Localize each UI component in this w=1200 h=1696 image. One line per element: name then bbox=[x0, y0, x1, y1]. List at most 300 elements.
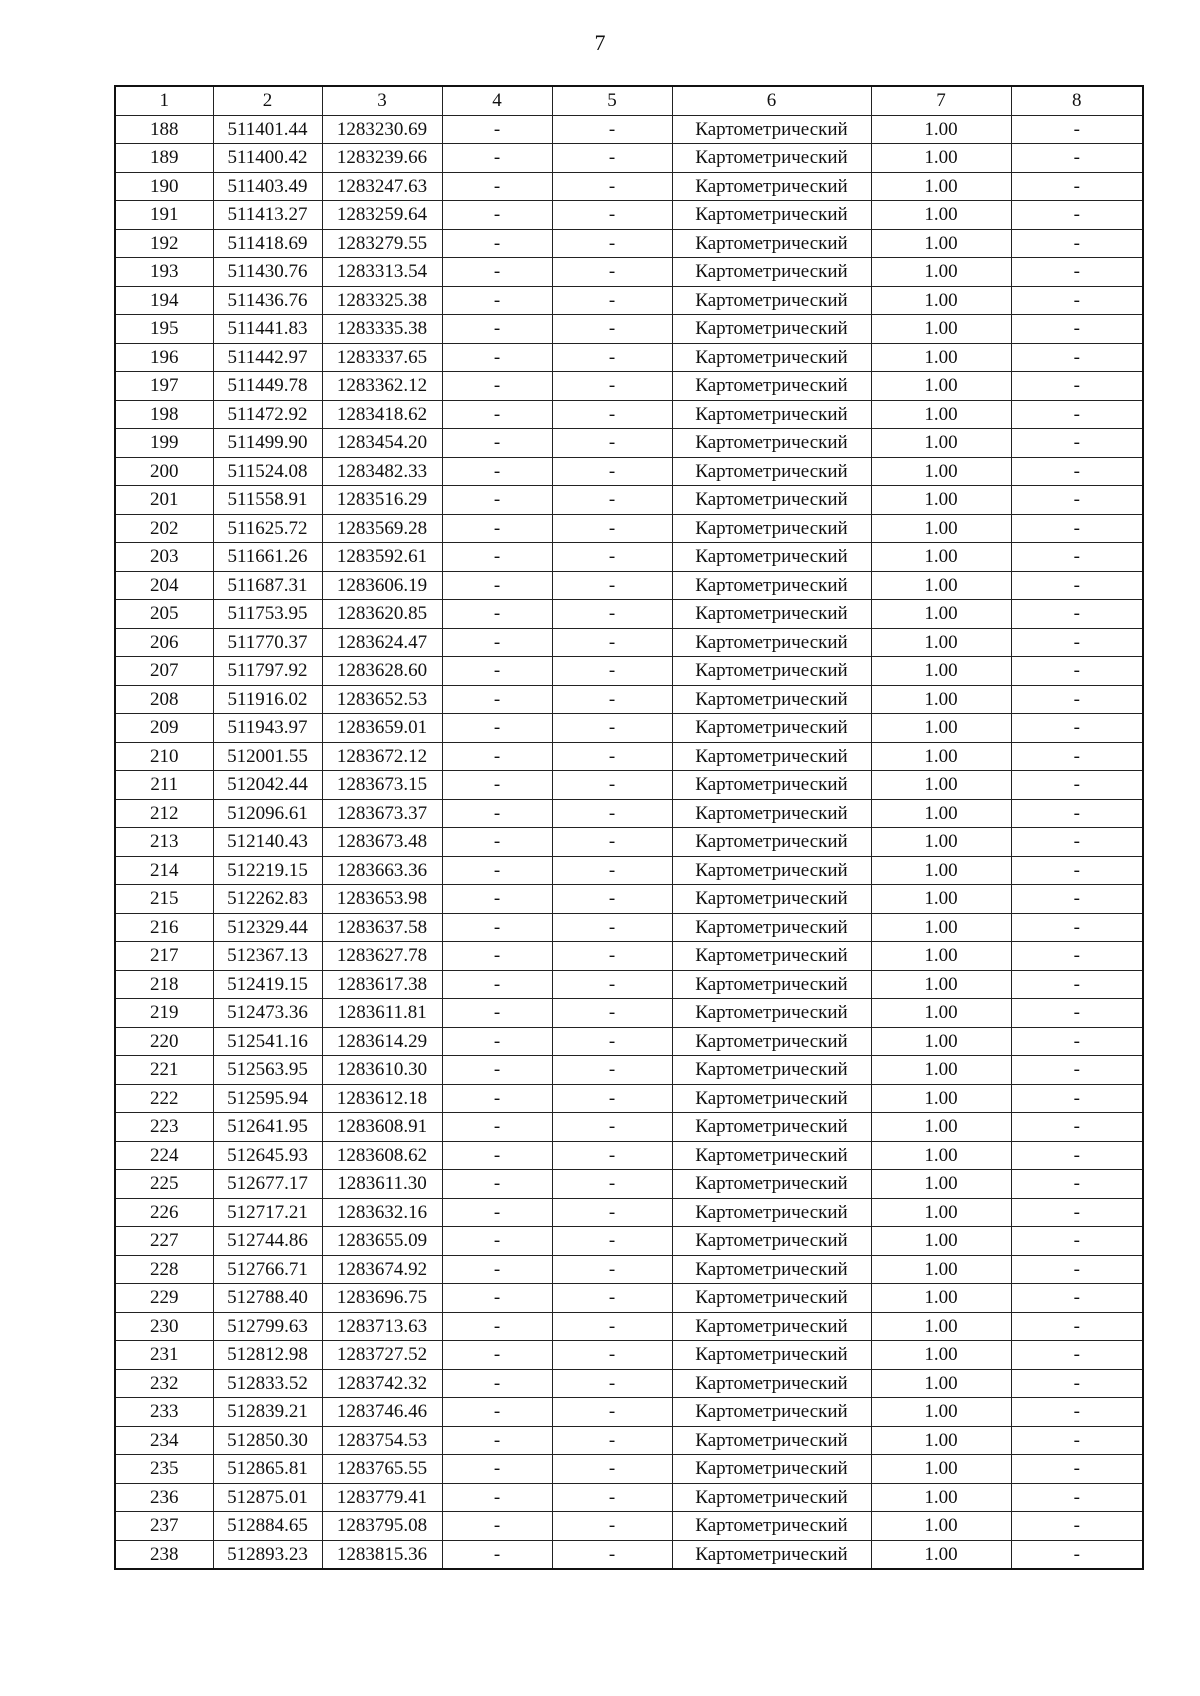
y-coordinate-cell: 1283779.41 bbox=[322, 1483, 442, 1512]
y-coordinate-cell: 1283673.48 bbox=[322, 828, 442, 857]
table-row bbox=[115, 600, 1143, 629]
col5-cell: - bbox=[552, 1312, 672, 1341]
col5-cell: - bbox=[552, 372, 672, 401]
point-number-cell: 231 bbox=[115, 1341, 213, 1370]
col5-cell: - bbox=[552, 1483, 672, 1512]
point-number-cell: 211 bbox=[115, 771, 213, 800]
y-coordinate-cell: 1283795.08 bbox=[322, 1512, 442, 1541]
point-number-cell: 197 bbox=[115, 372, 213, 401]
col4-cell: - bbox=[442, 144, 552, 173]
accuracy-cell: 1.00 bbox=[871, 1512, 1011, 1541]
x-coordinate-cell: 512329.44 bbox=[213, 913, 322, 942]
col4-cell: - bbox=[442, 600, 552, 629]
table-row bbox=[115, 1113, 1143, 1142]
col4-cell: - bbox=[442, 742, 552, 771]
col4-cell: - bbox=[442, 828, 552, 857]
col8-cell: - bbox=[1011, 343, 1143, 372]
col8-cell: - bbox=[1011, 1455, 1143, 1484]
x-coordinate-cell: 512865.81 bbox=[213, 1455, 322, 1484]
col4-cell: - bbox=[442, 343, 552, 372]
table-row bbox=[115, 343, 1143, 372]
table-row bbox=[115, 1170, 1143, 1199]
y-coordinate-cell: 1283608.62 bbox=[322, 1141, 442, 1170]
col4-cell: - bbox=[442, 201, 552, 230]
point-number-cell: 202 bbox=[115, 514, 213, 543]
col4-cell: - bbox=[442, 1426, 552, 1455]
col4-cell: - bbox=[442, 429, 552, 458]
method-cell: Картометрический bbox=[672, 799, 871, 828]
col5-cell: - bbox=[552, 1455, 672, 1484]
col5-cell: - bbox=[552, 1341, 672, 1370]
col5-cell: - bbox=[552, 1426, 672, 1455]
col5-cell: - bbox=[552, 315, 672, 344]
table-row bbox=[115, 1426, 1143, 1455]
method-cell: Картометрический bbox=[672, 571, 871, 600]
accuracy-cell: 1.00 bbox=[871, 486, 1011, 515]
col4-cell: - bbox=[442, 229, 552, 258]
col4-cell: - bbox=[442, 286, 552, 315]
y-coordinate-cell: 1283230.69 bbox=[322, 115, 442, 144]
x-coordinate-cell: 511916.02 bbox=[213, 685, 322, 714]
point-number-cell: 199 bbox=[115, 429, 213, 458]
col8-cell: - bbox=[1011, 1227, 1143, 1256]
method-cell: Картометрический bbox=[672, 1113, 871, 1142]
y-coordinate-cell: 1283765.55 bbox=[322, 1455, 442, 1484]
col4-cell: - bbox=[442, 799, 552, 828]
x-coordinate-cell: 511436.76 bbox=[213, 286, 322, 315]
x-coordinate-cell: 512645.93 bbox=[213, 1141, 322, 1170]
method-cell: Картометрический bbox=[672, 970, 871, 999]
col4-cell: - bbox=[442, 486, 552, 515]
x-coordinate-cell: 511442.97 bbox=[213, 343, 322, 372]
col4-cell: - bbox=[442, 1170, 552, 1199]
x-coordinate-cell: 512893.23 bbox=[213, 1540, 322, 1569]
x-coordinate-cell: 512140.43 bbox=[213, 828, 322, 857]
table-row bbox=[115, 286, 1143, 315]
method-cell: Картометрический bbox=[672, 1198, 871, 1227]
col8-cell: - bbox=[1011, 1084, 1143, 1113]
method-cell: Картометрический bbox=[672, 1027, 871, 1056]
method-cell: Картометрический bbox=[672, 1170, 871, 1199]
table-row bbox=[115, 172, 1143, 201]
col4-cell: - bbox=[442, 115, 552, 144]
col5-cell: - bbox=[552, 429, 672, 458]
table-row bbox=[115, 543, 1143, 572]
accuracy-cell: 1.00 bbox=[871, 1540, 1011, 1569]
y-coordinate-cell: 1283610.30 bbox=[322, 1056, 442, 1085]
table-row bbox=[115, 429, 1143, 458]
accuracy-cell: 1.00 bbox=[871, 514, 1011, 543]
table-row bbox=[115, 685, 1143, 714]
x-coordinate-cell: 512262.83 bbox=[213, 885, 322, 914]
col5-cell: - bbox=[552, 286, 672, 315]
col5-cell: - bbox=[552, 229, 672, 258]
y-coordinate-cell: 1283239.66 bbox=[322, 144, 442, 173]
col5-cell: - bbox=[552, 1227, 672, 1256]
accuracy-cell: 1.00 bbox=[871, 1312, 1011, 1341]
accuracy-cell: 1.00 bbox=[871, 742, 1011, 771]
col4-cell: - bbox=[442, 714, 552, 743]
col8-cell: - bbox=[1011, 1255, 1143, 1284]
method-cell: Картометрический bbox=[672, 543, 871, 572]
method-cell: Картометрический bbox=[672, 685, 871, 714]
col8-cell: - bbox=[1011, 1170, 1143, 1199]
y-coordinate-cell: 1283612.18 bbox=[322, 1084, 442, 1113]
point-number-cell: 235 bbox=[115, 1455, 213, 1484]
col8-cell: - bbox=[1011, 543, 1143, 572]
point-number-cell: 215 bbox=[115, 885, 213, 914]
x-coordinate-cell: 511687.31 bbox=[213, 571, 322, 600]
y-coordinate-cell: 1283696.75 bbox=[322, 1284, 442, 1313]
x-coordinate-cell: 512812.98 bbox=[213, 1341, 322, 1370]
column-header: 1 bbox=[115, 86, 213, 115]
accuracy-cell: 1.00 bbox=[871, 942, 1011, 971]
accuracy-cell: 1.00 bbox=[871, 685, 1011, 714]
accuracy-cell: 1.00 bbox=[871, 286, 1011, 315]
col8-cell: - bbox=[1011, 799, 1143, 828]
table-row bbox=[115, 942, 1143, 971]
accuracy-cell: 1.00 bbox=[871, 1170, 1011, 1199]
table-row bbox=[115, 1141, 1143, 1170]
col8-cell: - bbox=[1011, 457, 1143, 486]
col8-cell: - bbox=[1011, 1540, 1143, 1569]
table-header-row bbox=[115, 86, 1143, 115]
x-coordinate-cell: 511625.72 bbox=[213, 514, 322, 543]
col5-cell: - bbox=[552, 1084, 672, 1113]
accuracy-cell: 1.00 bbox=[871, 1255, 1011, 1284]
col8-cell: - bbox=[1011, 1141, 1143, 1170]
method-cell: Картометрический bbox=[672, 657, 871, 686]
col5-cell: - bbox=[552, 885, 672, 914]
col5-cell: - bbox=[552, 1170, 672, 1199]
method-cell: Картометрический bbox=[672, 258, 871, 287]
col4-cell: - bbox=[442, 885, 552, 914]
x-coordinate-cell: 512850.30 bbox=[213, 1426, 322, 1455]
col5-cell: - bbox=[552, 913, 672, 942]
col8-cell: - bbox=[1011, 144, 1143, 173]
point-number-cell: 209 bbox=[115, 714, 213, 743]
point-number-cell: 232 bbox=[115, 1369, 213, 1398]
x-coordinate-cell: 511524.08 bbox=[213, 457, 322, 486]
point-number-cell: 195 bbox=[115, 315, 213, 344]
point-number-cell: 201 bbox=[115, 486, 213, 515]
point-number-cell: 219 bbox=[115, 999, 213, 1028]
col4-cell: - bbox=[442, 457, 552, 486]
col4-cell: - bbox=[442, 172, 552, 201]
accuracy-cell: 1.00 bbox=[871, 201, 1011, 230]
x-coordinate-cell: 511797.92 bbox=[213, 657, 322, 686]
table-row bbox=[115, 885, 1143, 914]
method-cell: Картометрический bbox=[672, 115, 871, 144]
y-coordinate-cell: 1283592.61 bbox=[322, 543, 442, 572]
col5-cell: - bbox=[552, 1398, 672, 1427]
accuracy-cell: 1.00 bbox=[871, 1398, 1011, 1427]
table-row bbox=[115, 771, 1143, 800]
x-coordinate-cell: 512042.44 bbox=[213, 771, 322, 800]
table-row bbox=[115, 1027, 1143, 1056]
method-cell: Картометрический bbox=[672, 1312, 871, 1341]
x-coordinate-cell: 512563.95 bbox=[213, 1056, 322, 1085]
y-coordinate-cell: 1283606.19 bbox=[322, 571, 442, 600]
col5-cell: - bbox=[552, 600, 672, 629]
x-coordinate-cell: 512766.71 bbox=[213, 1255, 322, 1284]
col4-cell: - bbox=[442, 1284, 552, 1313]
table-row bbox=[115, 1341, 1143, 1370]
method-cell: Картометрический bbox=[672, 286, 871, 315]
accuracy-cell: 1.00 bbox=[871, 315, 1011, 344]
point-number-cell: 207 bbox=[115, 657, 213, 686]
y-coordinate-cell: 1283673.15 bbox=[322, 771, 442, 800]
accuracy-cell: 1.00 bbox=[871, 913, 1011, 942]
x-coordinate-cell: 512001.55 bbox=[213, 742, 322, 771]
method-cell: Картометрический bbox=[672, 1512, 871, 1541]
col4-cell: - bbox=[442, 999, 552, 1028]
col4-cell: - bbox=[442, 657, 552, 686]
y-coordinate-cell: 1283628.60 bbox=[322, 657, 442, 686]
accuracy-cell: 1.00 bbox=[871, 600, 1011, 629]
accuracy-cell: 1.00 bbox=[871, 771, 1011, 800]
y-coordinate-cell: 1283614.29 bbox=[322, 1027, 442, 1056]
accuracy-cell: 1.00 bbox=[871, 429, 1011, 458]
accuracy-cell: 1.00 bbox=[871, 457, 1011, 486]
method-cell: Картометрический bbox=[672, 1540, 871, 1569]
col4-cell: - bbox=[442, 258, 552, 287]
col8-cell: - bbox=[1011, 429, 1143, 458]
col5-cell: - bbox=[552, 201, 672, 230]
x-coordinate-cell: 512096.61 bbox=[213, 799, 322, 828]
table-row bbox=[115, 1512, 1143, 1541]
y-coordinate-cell: 1283617.38 bbox=[322, 970, 442, 999]
col4-cell: - bbox=[442, 1540, 552, 1569]
col8-cell: - bbox=[1011, 229, 1143, 258]
accuracy-cell: 1.00 bbox=[871, 1284, 1011, 1313]
col5-cell: - bbox=[552, 400, 672, 429]
table-row bbox=[115, 201, 1143, 230]
method-cell: Картометрический bbox=[672, 457, 871, 486]
table-row bbox=[115, 1284, 1143, 1313]
table-row bbox=[115, 999, 1143, 1028]
y-coordinate-cell: 1283713.63 bbox=[322, 1312, 442, 1341]
point-number-cell: 230 bbox=[115, 1312, 213, 1341]
accuracy-cell: 1.00 bbox=[871, 1426, 1011, 1455]
col8-cell: - bbox=[1011, 1341, 1143, 1370]
x-coordinate-cell: 512541.16 bbox=[213, 1027, 322, 1056]
x-coordinate-cell: 511449.78 bbox=[213, 372, 322, 401]
accuracy-cell: 1.00 bbox=[871, 343, 1011, 372]
page-number: 7 bbox=[594, 30, 606, 55]
point-number-cell: 190 bbox=[115, 172, 213, 201]
col8-cell: - bbox=[1011, 913, 1143, 942]
col4-cell: - bbox=[442, 1455, 552, 1484]
point-number-cell: 210 bbox=[115, 742, 213, 771]
y-coordinate-cell: 1283754.53 bbox=[322, 1426, 442, 1455]
table-row bbox=[115, 457, 1143, 486]
point-number-cell: 198 bbox=[115, 400, 213, 429]
col4-cell: - bbox=[442, 1341, 552, 1370]
column-header: 4 bbox=[442, 86, 552, 115]
method-cell: Картометрический bbox=[672, 486, 871, 515]
table-row bbox=[115, 229, 1143, 258]
method-cell: Картометрический bbox=[672, 1227, 871, 1256]
y-coordinate-cell: 1283674.92 bbox=[322, 1255, 442, 1284]
col8-cell: - bbox=[1011, 372, 1143, 401]
col5-cell: - bbox=[552, 628, 672, 657]
accuracy-cell: 1.00 bbox=[871, 799, 1011, 828]
method-cell: Картометрический bbox=[672, 400, 871, 429]
col8-cell: - bbox=[1011, 1512, 1143, 1541]
accuracy-cell: 1.00 bbox=[871, 1455, 1011, 1484]
col4-cell: - bbox=[442, 771, 552, 800]
col4-cell: - bbox=[442, 1056, 552, 1085]
col8-cell: - bbox=[1011, 201, 1143, 230]
point-number-cell: 217 bbox=[115, 942, 213, 971]
point-number-cell: 229 bbox=[115, 1284, 213, 1313]
column-header: 5 bbox=[552, 86, 672, 115]
x-coordinate-cell: 511441.83 bbox=[213, 315, 322, 344]
point-number-cell: 213 bbox=[115, 828, 213, 857]
accuracy-cell: 1.00 bbox=[871, 115, 1011, 144]
x-coordinate-cell: 512833.52 bbox=[213, 1369, 322, 1398]
column-header: 2 bbox=[213, 86, 322, 115]
col5-cell: - bbox=[552, 343, 672, 372]
accuracy-cell: 1.00 bbox=[871, 1056, 1011, 1085]
accuracy-cell: 1.00 bbox=[871, 1027, 1011, 1056]
method-cell: Картометрический bbox=[672, 343, 871, 372]
accuracy-cell: 1.00 bbox=[871, 372, 1011, 401]
x-coordinate-cell: 511558.91 bbox=[213, 486, 322, 515]
method-cell: Картометрический bbox=[672, 1426, 871, 1455]
col8-cell: - bbox=[1011, 1284, 1143, 1313]
col5-cell: - bbox=[552, 144, 672, 173]
table-row bbox=[115, 628, 1143, 657]
accuracy-cell: 1.00 bbox=[871, 856, 1011, 885]
col8-cell: - bbox=[1011, 1312, 1143, 1341]
col8-cell: - bbox=[1011, 742, 1143, 771]
col5-cell: - bbox=[552, 1056, 672, 1085]
y-coordinate-cell: 1283608.91 bbox=[322, 1113, 442, 1142]
y-coordinate-cell: 1283632.16 bbox=[322, 1198, 442, 1227]
col5-cell: - bbox=[552, 999, 672, 1028]
accuracy-cell: 1.00 bbox=[871, 657, 1011, 686]
y-coordinate-cell: 1283325.38 bbox=[322, 286, 442, 315]
method-cell: Картометрический bbox=[672, 201, 871, 230]
point-number-cell: 238 bbox=[115, 1540, 213, 1569]
point-number-cell: 192 bbox=[115, 229, 213, 258]
col8-cell: - bbox=[1011, 486, 1143, 515]
table-row bbox=[115, 514, 1143, 543]
col8-cell: - bbox=[1011, 628, 1143, 657]
table-row bbox=[115, 1084, 1143, 1113]
method-cell: Картометрический bbox=[672, 885, 871, 914]
x-coordinate-cell: 512884.65 bbox=[213, 1512, 322, 1541]
coordinates-table bbox=[114, 85, 1144, 1570]
col4-cell: - bbox=[442, 372, 552, 401]
col4-cell: - bbox=[442, 1398, 552, 1427]
method-cell: Картометрический bbox=[672, 742, 871, 771]
x-coordinate-cell: 512219.15 bbox=[213, 856, 322, 885]
x-coordinate-cell: 512367.13 bbox=[213, 942, 322, 971]
accuracy-cell: 1.00 bbox=[871, 1113, 1011, 1142]
point-number-cell: 226 bbox=[115, 1198, 213, 1227]
accuracy-cell: 1.00 bbox=[871, 144, 1011, 173]
col4-cell: - bbox=[442, 628, 552, 657]
y-coordinate-cell: 1283624.47 bbox=[322, 628, 442, 657]
y-coordinate-cell: 1283337.65 bbox=[322, 343, 442, 372]
method-cell: Картометрический bbox=[672, 1284, 871, 1313]
y-coordinate-cell: 1283611.30 bbox=[322, 1170, 442, 1199]
col4-cell: - bbox=[442, 400, 552, 429]
x-coordinate-cell: 511661.26 bbox=[213, 543, 322, 572]
col4-cell: - bbox=[442, 1369, 552, 1398]
method-cell: Картометрический bbox=[672, 600, 871, 629]
accuracy-cell: 1.00 bbox=[871, 828, 1011, 857]
method-cell: Картометрический bbox=[672, 913, 871, 942]
method-cell: Картометрический bbox=[672, 172, 871, 201]
method-cell: Картометрический bbox=[672, 1056, 871, 1085]
col4-cell: - bbox=[442, 1027, 552, 1056]
col8-cell: - bbox=[1011, 400, 1143, 429]
col8-cell: - bbox=[1011, 685, 1143, 714]
table-body bbox=[115, 115, 1143, 1569]
point-number-cell: 204 bbox=[115, 571, 213, 600]
method-cell: Картометрический bbox=[672, 229, 871, 258]
method-cell: Картометрический bbox=[672, 372, 871, 401]
method-cell: Картометрический bbox=[672, 1369, 871, 1398]
y-coordinate-cell: 1283362.12 bbox=[322, 372, 442, 401]
table-row bbox=[115, 913, 1143, 942]
col4-cell: - bbox=[442, 1113, 552, 1142]
col4-cell: - bbox=[442, 1084, 552, 1113]
table-row bbox=[115, 799, 1143, 828]
col4-cell: - bbox=[442, 1312, 552, 1341]
y-coordinate-cell: 1283335.38 bbox=[322, 315, 442, 344]
y-coordinate-cell: 1283672.12 bbox=[322, 742, 442, 771]
method-cell: Картометрический bbox=[672, 628, 871, 657]
col4-cell: - bbox=[442, 1198, 552, 1227]
col8-cell: - bbox=[1011, 258, 1143, 287]
column-header: 7 bbox=[871, 86, 1011, 115]
x-coordinate-cell: 511413.27 bbox=[213, 201, 322, 230]
y-coordinate-cell: 1283727.52 bbox=[322, 1341, 442, 1370]
col4-cell: - bbox=[442, 315, 552, 344]
y-coordinate-cell: 1283655.09 bbox=[322, 1227, 442, 1256]
table-row bbox=[115, 571, 1143, 600]
y-coordinate-cell: 1283247.63 bbox=[322, 172, 442, 201]
accuracy-cell: 1.00 bbox=[871, 714, 1011, 743]
point-number-cell: 227 bbox=[115, 1227, 213, 1256]
col4-cell: - bbox=[442, 685, 552, 714]
table-row bbox=[115, 258, 1143, 287]
col5-cell: - bbox=[552, 1027, 672, 1056]
col8-cell: - bbox=[1011, 1198, 1143, 1227]
col5-cell: - bbox=[552, 115, 672, 144]
x-coordinate-cell: 511403.49 bbox=[213, 172, 322, 201]
point-number-cell: 222 bbox=[115, 1084, 213, 1113]
y-coordinate-cell: 1283746.46 bbox=[322, 1398, 442, 1427]
point-number-cell: 233 bbox=[115, 1398, 213, 1427]
x-coordinate-cell: 511430.76 bbox=[213, 258, 322, 287]
y-coordinate-cell: 1283620.85 bbox=[322, 600, 442, 629]
col5-cell: - bbox=[552, 714, 672, 743]
col8-cell: - bbox=[1011, 885, 1143, 914]
x-coordinate-cell: 511400.42 bbox=[213, 144, 322, 173]
point-number-cell: 221 bbox=[115, 1056, 213, 1085]
col5-cell: - bbox=[552, 1512, 672, 1541]
y-coordinate-cell: 1283569.28 bbox=[322, 514, 442, 543]
point-number-cell: 194 bbox=[115, 286, 213, 315]
y-coordinate-cell: 1283611.81 bbox=[322, 999, 442, 1028]
col8-cell: - bbox=[1011, 970, 1143, 999]
